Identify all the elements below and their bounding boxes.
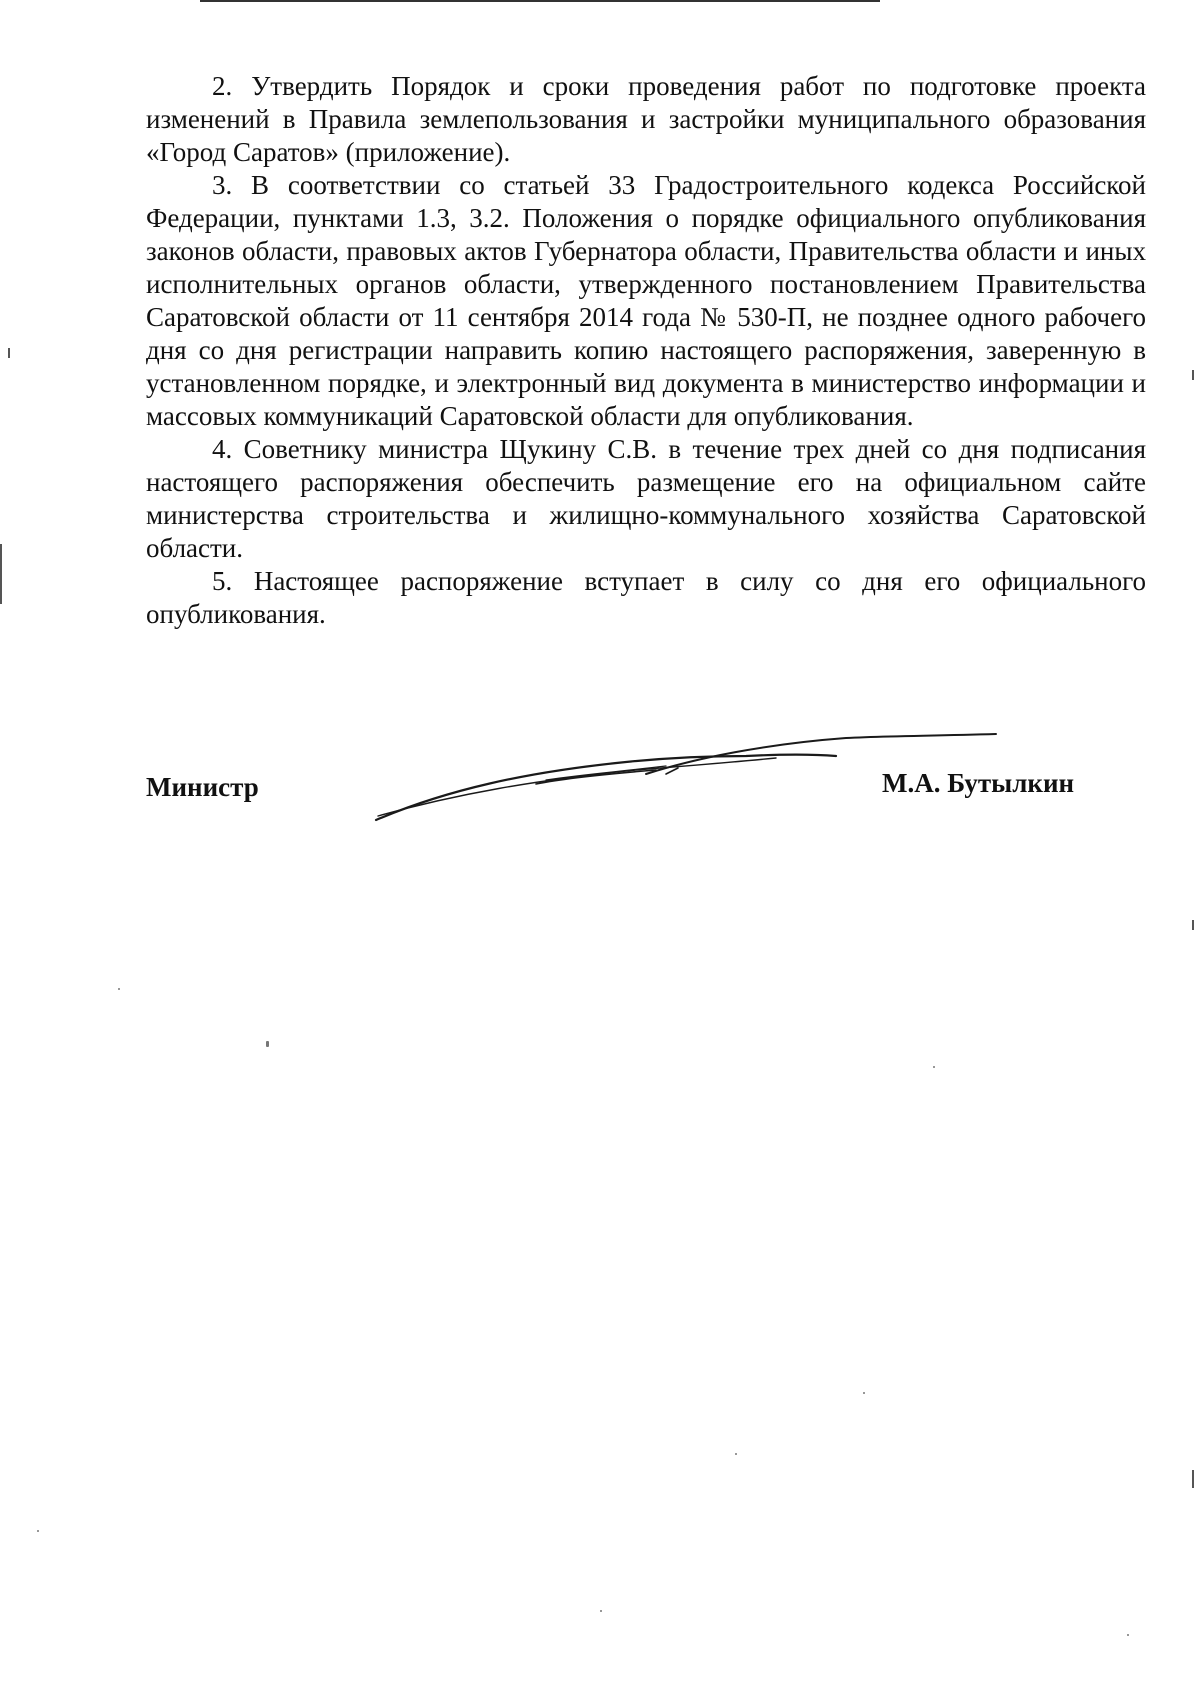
paragraph-2: 2. Утвердить Порядок и сроки проведения работ по подготовке проекта изменений в Правила землепользования и застройки муниципального образования «Город Саратов» (приложение). xyxy=(146,71,1146,167)
scan-edge-mark xyxy=(1192,920,1194,930)
signer-name: М.А. Бутылкин xyxy=(882,768,1075,798)
signer-title: Министр xyxy=(146,772,259,802)
paragraph-3: 3. В соответствии со статьей 33 Градостроительного кодекса Российской Федерации, пунктами 1.3, 3.2. Положения о порядке официального опубликования законов области, правовых актов Губернатора области, Правительства области и иных исполнительных органов области, утвержденного постановлением Правительства Саратовской области от 11 сентября 2014 года № 530-П, не позднее одного рабочего дня со дня регистрации направить копию настоящего распоряжения, заверенную в установленном порядке, и электронный вид документа в министерство информации и массовых коммуникаций Саратовской области для опубликования. xyxy=(146,170,1146,431)
scan-speck xyxy=(1127,1634,1129,1636)
paragraph-5: 5. Настоящее распоряжение вступает в силу со дня его официального опубликования. xyxy=(146,566,1146,629)
scan-speck xyxy=(118,988,120,990)
scan-speck xyxy=(266,1041,269,1047)
scan-speck xyxy=(735,1453,737,1455)
scan-edge-mark xyxy=(1192,1470,1194,1488)
scan-edge-mark xyxy=(8,348,10,358)
paragraph-4: 4. Советнику министра Щукину С.В. в течение трех дней со дня подписания настоящего распоряжения обеспечить размещение его на официальном сайте министерства строительства и жилищно-коммунального хозяйства Саратовской области. xyxy=(146,434,1146,563)
scan-speck xyxy=(863,1392,865,1394)
document-body xyxy=(146,70,1146,631)
signature-block xyxy=(146,728,1146,848)
scan-speck xyxy=(933,1066,935,1068)
top-edge-rule xyxy=(200,0,880,2)
scan-edge-mark xyxy=(0,544,2,604)
scan-edge-mark xyxy=(1192,370,1194,380)
scan-speck xyxy=(600,1610,602,1612)
scan-speck xyxy=(37,1530,39,1532)
